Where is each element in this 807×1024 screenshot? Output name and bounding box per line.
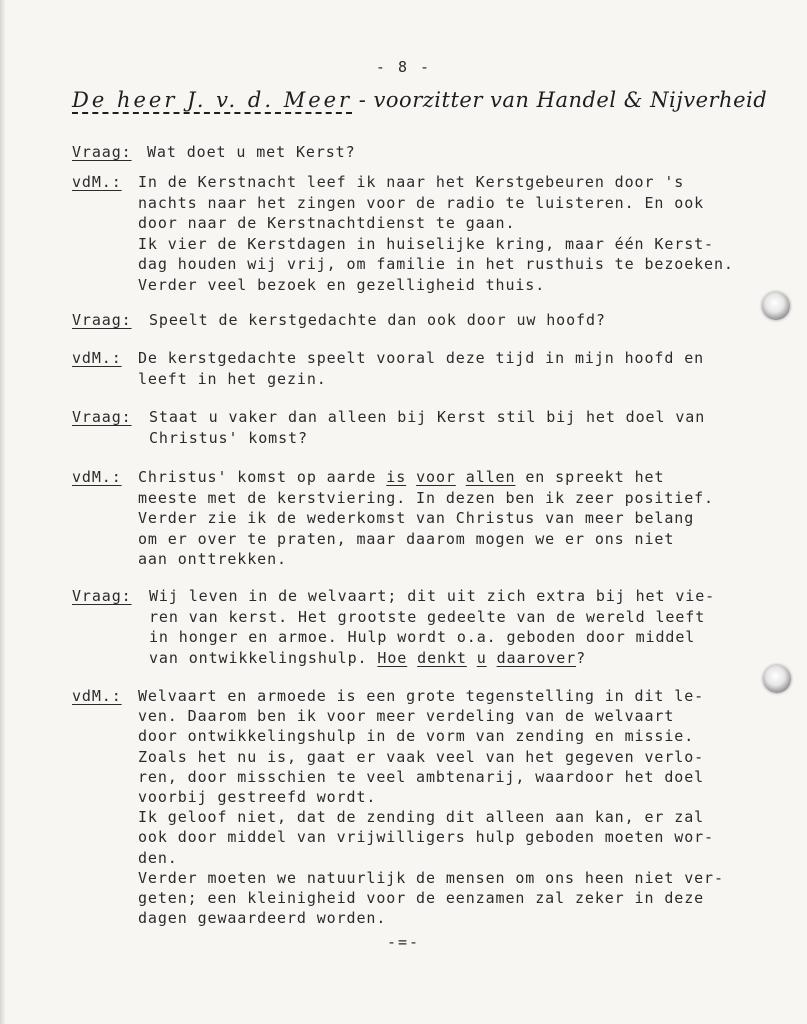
page-heading [72,88,767,112]
underlined-word: is [386,468,407,486]
text-line: ren van kerst. Het grootste gedeelte van de wereld leeft [149,607,706,626]
text-line: meeste met de kerstviering. In dezen ben ik zeer positief. [138,488,714,507]
text-line: ven. Daarom ben ik voor meer verdeling van de welvaart [138,707,675,726]
text-line: dag houden wij vrij, om familie in het rusthuis te bezoeken. [138,255,734,274]
speaker-label: vdM.: [72,468,122,486]
text-line: Christus' komst op aarde is voor allen en spreekt het [138,468,665,486]
text-line: Wij leven in de welvaart; dit uit zich extra bij het vie- [149,587,716,605]
underlined-word: daarover [496,648,577,667]
heading-name: De heer J. v. d. Meer [72,88,353,112]
text-line: Zoals het nu is, gaat er vaak veel van het gegeven verlo- [138,747,705,766]
text-line: De kerstgedachte speelt vooral deze tijd in mijn hoofd en [138,349,705,367]
text-line: Wat doet u met Kerst? [147,143,356,161]
underlined-word: u [476,648,487,667]
underlined-word: denkt [417,648,467,667]
text-line: leeft in het gezin. [138,369,327,388]
underlined-word: voor [416,468,456,486]
text-line: aan onttrekken. [138,550,287,569]
text-line: Speelt de kerstgedachte dan ook door uw hoofd? [149,311,606,329]
speaker-label: Vraag: [72,408,132,426]
text-line: Verder zie ik de wederkomst van Christus van meer belang [138,509,695,528]
end-mark: -=- [386,933,421,951]
speaker-label: vdM.: [72,173,122,191]
page-number: - 8 - [375,58,432,76]
text-line: geten; een kleinigheid voor de eenzamen zal zeker in deze [138,889,705,907]
punch-hole [762,292,790,320]
text-line: Christus' komst? [149,428,308,447]
text-line: Welvaart en armoede is een grote tegenstelling in dit le- [138,687,705,705]
underlined-word: allen [465,468,516,486]
text-line: Ik geloof niet, dat de zending dit alleen aan kan, er zal [138,808,705,827]
text-line: ook door middel van vrijwilligers hulp geboden moeten wor- [138,828,714,847]
punch-hole [763,665,791,693]
speaker-label: vdM.: [72,349,122,367]
text-line: door naar de Kerstnachtdienst te gaan. [138,214,516,233]
text-line: In de Kerstnacht leef ik naar het Kerstgebeuren door 's [138,173,685,191]
text-line: Ik vier de Kerstdagen in huiselijke kring, maar één Kerst- [138,234,714,253]
text-line: door ontwikkelingshulp in de vorm van zending en missie. [138,727,695,746]
heading-role: - voorzitter van Handel & Nijverheid [358,88,768,112]
text-line: in honger en armoe. Hulp wordt o.a. geboden door middel [149,628,696,647]
speaker-label: vdM.: [72,687,122,705]
text-line: van ontwikkelingshulp. Hoe denkt u daarover? [149,648,587,667]
speaker-label: Vraag: [72,587,132,605]
text-line: nachts naar het zingen voor de radio te luisteren. En ook [138,193,705,212]
text-line: Staat u vaker dan alleen bij Kerst stil bij het doel van [149,408,706,426]
speaker-label: Vraag: [72,311,132,329]
text-line: om er over te praten, maar daarom mogen we er ons niet [138,529,675,548]
text-line: dagen gewaardeerd worden. [138,909,387,928]
text-line: Verder moeten we natuurlijk de mensen om ons heen niet ver- [138,868,724,887]
page-edge [0,0,6,1024]
text-line: den. [138,848,178,867]
speaker-label: Vraag: [72,143,132,161]
text-line: ren, door misschien te veel ambtenarij, waardoor het doel [138,767,705,786]
underlined-word: Hoe [377,648,408,667]
text-line: voorbij gestreefd wordt. [138,788,377,806]
text-line: Verder veel bezoek en gezelligheid thuis. [138,276,546,294]
